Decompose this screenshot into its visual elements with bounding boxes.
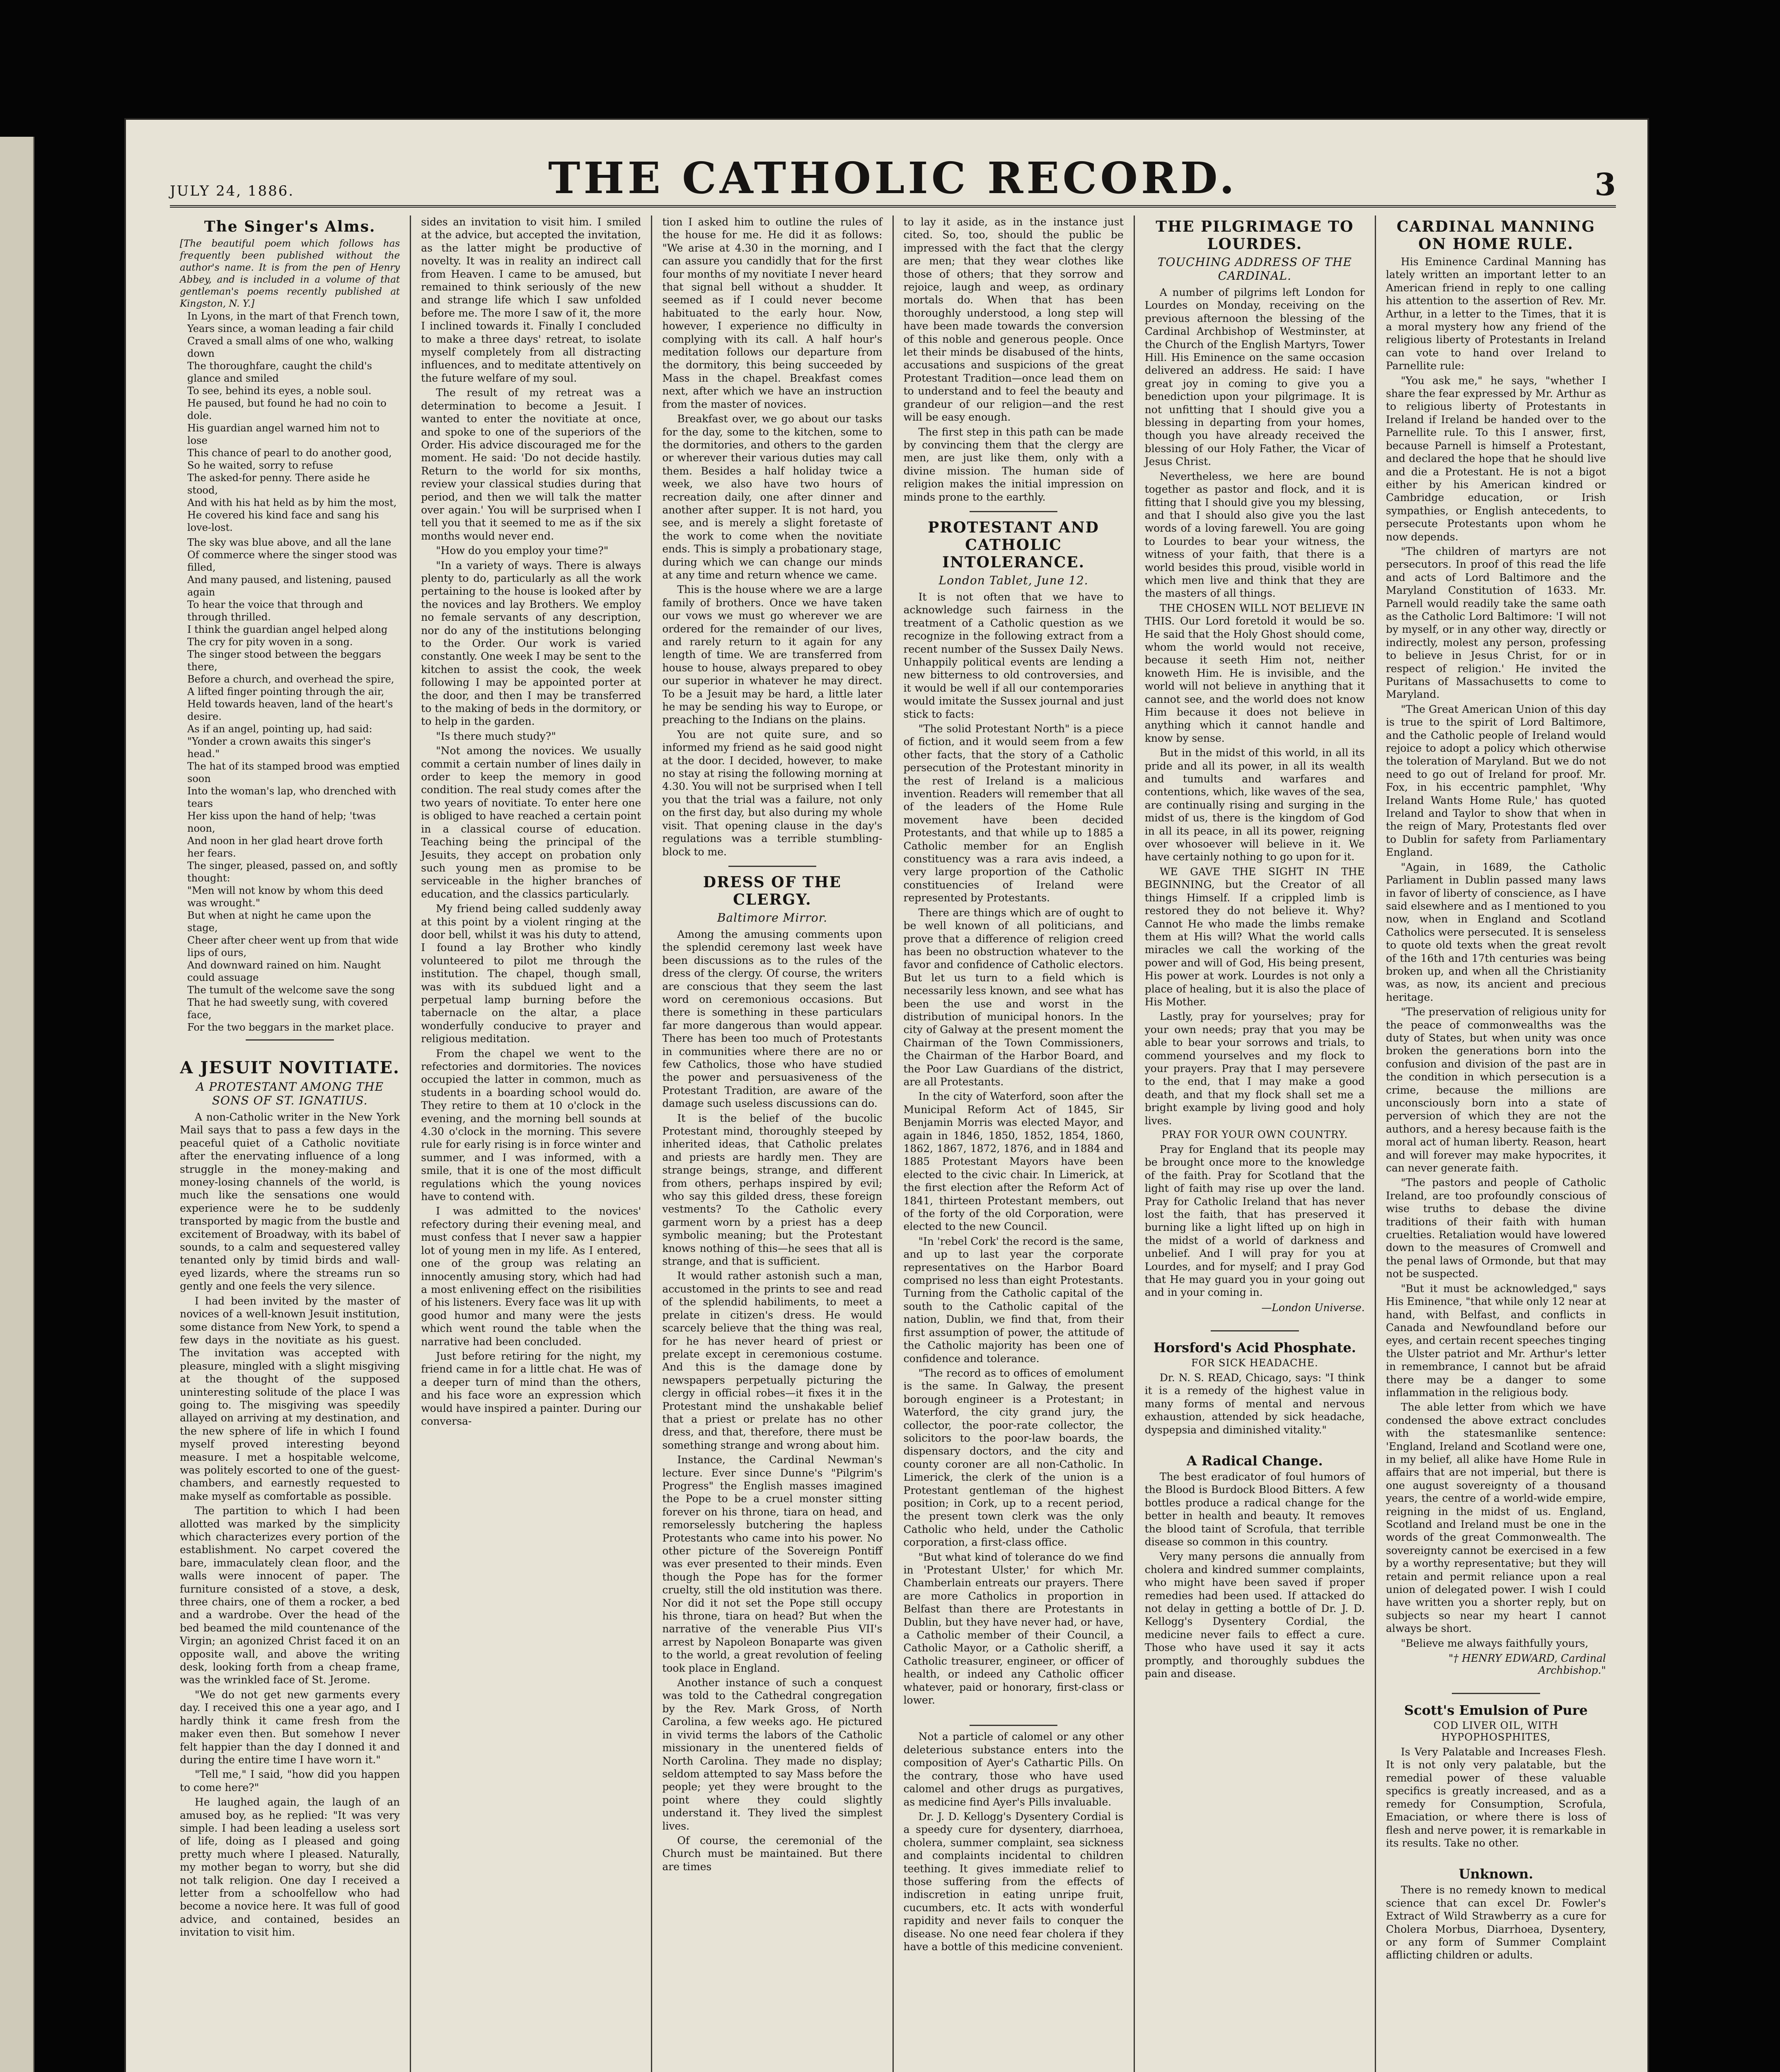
poem-line: To see, behind its eyes, a noble soul. <box>187 385 372 397</box>
poem-line: The sky was blue above, and all the lane <box>187 537 392 548</box>
poem-line: Held towards heaven, land of the heart's desire. <box>187 698 393 722</box>
paragraph: It is not often that we have to acknowledge such fairness in the treatment of a Catholic question as we recognize in the following extract from a recent number of the Sussex Daily News. Unhappily political events are lending a new bitterness to old controversies, and it would be well if all our contemporaries would imitate the Sussex journal and just stick to facts: <box>903 591 1124 720</box>
issue-date: JULY 24, 1886. <box>170 183 295 199</box>
columns <box>170 215 1616 2072</box>
article-title: The Singer's Alms. <box>204 218 376 235</box>
paragraph: His Eminence Cardinal Manning has lately written an important letter to an American friend in reply to one calling his attention to the assertion of Rev. Mr. Arthur, in a letter to the Times, that it is a moral mystery how any friend of the religious liberty of Protestants in Ireland can vote to hand over Ireland to Parnellite rule: <box>1386 256 1606 372</box>
paragraph: But in the midst of this world, in all its pride and all its power, in all its wealth and tumults and warfares and contentions, which, like waves of the sea, are continually rising and surging in the midst of us, there is the kingdom of God in all its peace, in all its power, reigning over whosoever will believe in it. We have certainly nothing to go upon for it. <box>1144 747 1365 863</box>
poem-line: Craved a small alms of one who, walking down <box>187 335 394 359</box>
paragraph: Another instance of such a conquest was told to the Cathedral congregation by the Rev. Mark Gross, of North Carolina, a few weeks ago. He pictured in vivid terms the labors of the Catholic missionary in the unentered fields of North Carolina. They made no display; seldom attempted to say Mass before the people; yet they were brought to the point where they could slightly understand it. They lived the simplest lives. <box>662 1677 883 1832</box>
paragraph: "But what kind of tolerance do we find in 'Protestant Ulster,' for which Mr. Chamberlain entreats our prayers. There are more Catholics in proportion in Belfast than there are Protestants in Dublin, but they have never had, or have, a Catholic member of their Council, a Catholic Mayor, or a Catholic sheriff, a Catholic treasurer, engineer, or officer of health, or indeed any Catholic officer whatever, paid or honorary, first-class or lower. <box>903 1551 1124 1706</box>
poem-line: A lifted finger pointing through the air, <box>187 686 385 697</box>
paragraph: "The preservation of religious unity for the peace of commonwealths was the duty of States, but when unity was once broken the generations born into the confusion and division of the past are in the condition in which persecution is a crime, because the millions are unconsciously born into a state of perversion of which they are not the authors, and a heresy because faith is the moral act of human liberty. Reason, heart and will forever may make hypocrites, it can never generate faith. <box>1386 1006 1606 1174</box>
paragraph: "Is there much study?" <box>436 730 556 742</box>
advertisement-kellogg-cordial: Dr. J. D. Kellogg's Dysentery Cordial is a speedy cure for dysentery, diarrhoea, cholera, summer complaint, sea sickness and complaints incidental to children teething. It gives immediate relief to those suffering from the effects of indiscretion in eating unripe fruit, cucumbers, etc. It acts with wonderful rapidity and never fails to conquer the disease. No one need fear cholera if they have a bottle of this medicine convenient. <box>903 1810 1124 1953</box>
paragraph: This is the house where we are a large family of brothers. Once we have taken our vows we must go wherever we are ordered for the remainder of our lives, and rarely return to it again for any length of time. We are transferred from house to house, always prepared to obey our superior in whatever he may direct. To be a Jesuit may be hard, a little later he may be sending his way to Europe, or preaching to the Indians on the plains. <box>662 583 883 726</box>
poem-line: The singer, pleased, passed on, and softly thought: <box>187 860 398 884</box>
poem-line: The asked-for penny. There aside he stood, <box>187 472 370 496</box>
poem-line: And with his hat held as by him the most, <box>187 497 397 508</box>
paragraph: There are things which are of ought to be well known of all politicians, and prove that a difference of religion creed has been no obstruction whatever to the favor and confidence of Catholic electors. But let us turn to a field which is necessarily less known, and see what has been the use and worst in the distribution of municipal honors. In the city of Galway at the present moment the Chairman of the Town Commissioners, the Chairman of the Harbor Board, and the Poor Law Guardians of the district, are all Protestants. <box>903 906 1124 1088</box>
advertisement-ayers-pills: Not a particle of calomel or any other deleterious substance enters into the composition of Ayer's Cathartic Pills. On the contrary, those who have used calomel and other drugs as purgatives, as medicine find Ayer's Pills invaluable. <box>903 1731 1124 1808</box>
ad-text: Dr. N. S. READ, Chicago, says: "I think it is a remedy of the highest value in many forms of mental and nervous exhaustion, attended by sick headache, dyspepsia and diminished vitality." <box>1144 1371 1365 1436</box>
article-title: PROTESTANT AND CATHOLIC INTOLERANCE. <box>928 518 1099 571</box>
poem-note: [The beautiful poem which follows has frequently been published without the author's name. It is from the pen of Henry Abbey, and is included in a volume of that gentleman's poems recently published at Kingston, N. Y.] <box>180 238 400 309</box>
poem-stanza-2 <box>180 536 400 1034</box>
source-credit: —London Universe. <box>1261 1301 1365 1314</box>
paragraph: "The record as to offices of emolument is the same. In Galway, the present borough engineer is a Protestant; in Waterford, the city grand jury, the collector, the poor-rate collector, the solicitors to the poor-law boards, the dispensary doctors, and the city and county coroner are all non-Catholic. In Limerick, the clerk of the union is a Protestant gentleman of the highest position; in Cork, up to a recent period, the present town clerk was the only Catholic who held, under the Catholic corporation, a first-class office. <box>903 1367 1124 1549</box>
divider <box>970 511 1057 512</box>
poem-line: So he waited, sorry to refuse <box>187 460 333 471</box>
paragraph: "Believe me always faithfully yours, <box>1400 1637 1589 1649</box>
poem-line: He paused, but found he had no coin to dole. <box>187 397 387 421</box>
paragraph: WE GAVE THE SIGHT IN THE BEGINNING, but the Creator of all things Himself. If a crippled limb is restored they do not believe it. Why? Cannot He who made the limbs remake them at His will? What the world calls miracles we call the working of the power and will of God, His being present, His power at work. Lourdes is not only a place of healing, but it is also the place of His Mother. <box>1144 865 1365 1008</box>
poem-line: The cry for pity woven in a song. <box>187 636 353 648</box>
article-title: THE PILGRIMAGE TO LOURDES. <box>1156 218 1354 253</box>
column-2 <box>411 215 652 2072</box>
paragraph: It would rather astonish such a man, accustomed in the prints to see and read of the splendid habiliments, to meet a prelate in citizen's dress. He would scarcely believe that the thing was real, for he has never heard of priest or prelate except in ceremonious costume. And this is the damage done by newspapers perpetually picturing the clergy in official robes—it fixes it in the Protestant mind the unshakable belief that a priest or prelate has no other dress, and that, therefore, there must be something strange and wrong about him. <box>662 1270 883 1451</box>
page-number: 3 <box>1594 167 1616 203</box>
paragraph: I was admitted to the novices' refectory during their evening meal, and must confess that I never saw a happier lot of young men in my life. As I entered, one of the group was relating an innocently amusing story, which had had a most enlivening effect on the risibilities of his listeners. Every face was lit up with good humor and many were the jests which went round the table when the narrative had been concluded. <box>421 1205 641 1348</box>
paragraph: "We do not get new garments every day. I received this one a year ago, and I hardly think it came fresh from the maker even then. But somehow I never felt happier than the day I donned it and during the entire time I have worn it." <box>180 1688 400 1766</box>
paragraph: THE CHOSEN WILL NOT BELIEVE IN THIS. Our Lord foretold it would be so. He said that the Holy Ghost should come, whom the world would not receive, because it seeth Him not, neither knoweth Him. He is invisible, and the world will not believe in anything that it cannot see, and the world does not know Him because it does not believe in anything which it cannot handle and know by sense. <box>1144 602 1365 744</box>
paragraph: Of course, the ceremonial of the Church must be maintained. But there are times <box>662 1834 883 1873</box>
poem-stanza-1 <box>180 310 400 534</box>
paragraph: "In 'rebel Cork' the record is the same, and up to last year the corporate representatives on the Harbor Board comprised no less than eight Protestants. Turning from the Catholic capital of the south to the Catholic capital of the nation, Dublin, we find that, from their first assumption of power, the attitude of the Catholic majority has been one of confidence and tolerance. <box>903 1235 1124 1365</box>
poem-line: Of commerce where the singer stood was filled, <box>187 549 397 573</box>
newspaper-page <box>124 118 1649 2072</box>
paragraph: You are not quite sure, and so informed my friend as he said good night at the door. I decided, however, to make no stay at rising the following morning at 4.30. You will not be surprised when I tell you that the trial was a failure, not only on the first day, but also during my whole visit. That opening clause in the day's regulations was a terrible stumbling-block to me. <box>662 728 883 858</box>
paragraph: Among the amusing comments upon the splendid ceremony last week have been discussions as to the rules of the dress of the clergy. Of course, the writers are conscious that they seem the last word on ceremonious occasions. But there is something in these particulars far more dangerous than would appear. There has been too much of Protestants in communities where there are no or few Catholics, those who have studied the power and persuasiveness of the Protestant Tradition, are aware of the damage such useless discussions can do. <box>662 928 883 1110</box>
poem-line: But when at night he came upon the stage, <box>187 910 371 934</box>
paragraph: I had been invited by the master of novices of a well-known Jesuit institution, some distance from New York, to spend a few days in the novitiate as his guest. The invitation was accepted with pleasure, mingled with a slight misgiving at the thought of the supposed uninteresting solitude of the place I was going to. The misgiving was speedily allayed on arriving at my destination, and the new sphere of life in which I found myself proved interesting beyond measure. I met a hospitable welcome, was politely escorted to one of the guest-chambers, and earnestly requested to make myself as comfortable as possible. <box>180 1295 400 1502</box>
paragraph: Breakfast over, we go about our tasks for the day, some to the kitchen, some to the dormitories, and others to the garden or wherever their various duties may call them. Besides a half holiday twice a week, we also have two hours of recreation daily, one after dinner and another after supper. It is not hard, you see, and is merely a slight foretaste of the work to come when the novitiate ends. This is simply a probationary stage, during which we can change our minds at any time and return whence we came. <box>662 413 883 581</box>
article-singers-alms <box>180 215 400 1045</box>
column-1 <box>170 215 411 2072</box>
paragraph: My friend being called suddenly away at this point by a violent ringing at the door bell, whilst it was his duty to attend, I found a lay Brother who kindly volunteered to pilot me through the institution. The chapel, though small, was with its subdued light and a perpetual lamp burning before the tabernacle on the altar, a place wonderfully conducive to prayer and religious meditation. <box>421 903 641 1045</box>
column-3 <box>652 215 893 2072</box>
poem-line: Cheer after cheer went up from that wide lips of ours, <box>187 934 399 959</box>
column-4 <box>894 215 1135 2072</box>
article-title: A JESUIT NOVITIATE. <box>180 1058 400 1077</box>
paragraph: "Tell me," I said, "how did you happen to come here?" <box>180 1768 400 1794</box>
column-5 <box>1135 215 1376 2072</box>
paragraph: "How do you employ your time?" <box>436 545 609 557</box>
poem-line: The thoroughfare, caught the child's glance and smiled <box>187 360 372 384</box>
adjacent-page-strip <box>0 137 34 2072</box>
poem-line: To hear the voice that through and through thrilled. <box>187 599 363 623</box>
paragraph: A non-Catholic writer in the New York Mail says that to pass a few days in the peaceful quiet of a Catholic novitiate after the enervating influence of a long struggle in the money-making and money-losing channels of the world, is much like the sensations one would experience were he to be suddenly transported by magic from the bustle and excitement of Broadway, with its babel of sounds, to a calm and sequestered valley tenanted only by timid birds and wall-eyed lizards, where the streams run so gently and one feels the very silence. <box>180 1111 400 1293</box>
paragraph: The first step in this path can be made by convincing them that the clergy are men, are just like them, only with a divine mission. The human side of religion makes the initial impression on minds prone to the earthly. <box>903 426 1124 503</box>
paragraph: "In a variety of ways. There is always plenty to do, particularly as all the work pertaining to the house is looked after by the novices and lay Brothers. We employ no female servants of any description, nor do any of the institutions belonging to the Order. Our work is varied constantly. One week I may be sent to the kitchen to assist the cook, the week following I may be appointed porter at the door, and then I may be transferred to the making of beds in the dormitory, or to help in the garden. <box>421 559 641 728</box>
article-source: Baltimore Mirror. <box>717 910 827 925</box>
article-jesuit-novitiate <box>180 1055 400 1941</box>
ad-text: The best eradicator of foul humors of the Blood is Burdock Blood Bitters. A few bottles produce a radical change for the better in health and beauty. It removes the blood taint of Scrofula, that terrible disease so common in this country. <box>1144 1470 1365 1548</box>
paragraph: The result of my retreat was a determination to become a Jesuit. I wanted to enter the novitiate at once, and spoke to one of the superiors of the Order. His advice discouraged me for the moment. He said: 'Do not decide hastily. Return to the world for six months, review your classical studies during that period, and then we will talk the matter over again.' You will be surprised when I tell you that it seemed to me as if the six months would never end. <box>421 387 641 542</box>
poem-line: And noon in her glad heart drove forth her fears. <box>187 835 383 859</box>
article-source: London Tablet, June 12. <box>938 573 1088 587</box>
paragraph: Instance, the Cardinal Newman's lecture. Ever since Dunne's "Pilgrim's Progress" the English masses imagined the Pope to be a cruel monster sitting forever on his throne, tiara on head, and remorselessly butchering the hapless Protestants who came into his power. No other picture of the Sovereign Pontiff was ever presented to their minds. Even though the Pope has for the former cruelty, still the old institution was there. Nor did it not set the Pope still occupy his throne, tiara on head? But when the narrative of the venerable Pius VII's arrest by Napoleon Bonaparte was given to the world, a great revolution of feeling took place in England. <box>662 1454 883 1674</box>
paragraph: From the chapel we went to the refectories and dormitories. The novices occupied the latter in common, much as students in a boarding school would do. They retire to them at 10 o'clock in the evening, and the morning bell sounds at 4.30 o'clock in the morning. This severe rule for early rising is in force winter and summer, and I was informed, with a smile, that it is one of the most difficult regulations which the young novices have to contend with. <box>421 1047 641 1203</box>
article-title: DRESS OF THE CLERGY. <box>703 873 842 908</box>
poem-line: The hat of its stamped brood was emptied soon <box>187 760 400 784</box>
ad-title: Horsford's Acid Phosphate. <box>1153 1339 1356 1356</box>
divider <box>1452 1693 1540 1694</box>
poem-line: In Lyons, in the mart of that French town, <box>187 310 400 322</box>
divider <box>1211 1330 1299 1331</box>
paragraph: Just before retiring for the night, my friend came in for a little chat. He was of a deeper turn of mind than the others, and his face wore an expression which would have inspired a painter. During our conversa- <box>421 1350 641 1427</box>
poem-line: "Men will not know by whom this deed was wrought." <box>187 885 384 909</box>
ad-subtitle: FOR SICK HEADACHE. <box>1191 1357 1318 1369</box>
paragraph: The able letter from which we have condensed the above extract concludes with the statesmanlike sentence: 'England, Ireland and Scotland were one, in my belief, all alike have Home Rule in affairs that are not imperial, but there is one august sovereignty of a thousand years, the centre of a world-wide empire, reigning in the midst of us. England, Scotland and Ireland must be one in the words of the great Commonwealth. The sovereignty cannot be exercised in a few by a worthy representative; but they will retain and permit reliance upon a real union of delegated power. I wish I could have written you a shorter reply, but on subjects so near my heart I cannot always be short. <box>1386 1401 1606 1635</box>
poem-line: As if an angel, pointing up, had said: <box>187 723 372 735</box>
article-subtitle: TOUCHING ADDRESS OF THE CARDINAL. <box>1157 255 1352 283</box>
column-6 <box>1376 215 1616 2072</box>
poem-line: And downward rained on him. Naught could assuage <box>187 959 381 983</box>
advertisement-radical-change <box>1145 1449 1365 1682</box>
poem-line: He covered his kind face and sang his love-lost. <box>187 509 379 533</box>
poem-line: Her kiss upon the hand of help; 'twas noon, <box>187 810 376 834</box>
ad-title: Scott's Emulsion of Pure <box>1404 1702 1588 1719</box>
ad-text: Is Very Palatable and Increases Flesh. It is not only very palatable, but the remedial power of these valuable specifics is greatly increased, and as a remedy for Consumption, Scrofula, Emaciation, or where there is loss of flesh and nerve power, it is remarkable in its results. Take no other. <box>1386 1746 1606 1849</box>
newspaper-title: THE CATHOLIC RECORD. <box>548 152 1238 203</box>
poem-line: Before a church, and overhead the spire, <box>187 673 394 685</box>
paragraph: "The pastors and people of Catholic Ireland, are too profoundly conscious of wise truths to debase the divine traditions of their faith with human cruelties. Retaliation would have lowered down to the measures of Cromwell and the penal laws of Ormonde, but that may not be suspected. <box>1386 1176 1606 1280</box>
paragraph: Lastly, pray for yourselves; pray for your own needs; pray that you may be able to bear your sorrows and trials, to commend yourselves and my flock to your prayers. Pray that I may persevere to the end, that I may make a good death, and that my flock shall set me a bright example by living good and holy lives. <box>1144 1010 1365 1127</box>
poem-line: The singer stood between the beggars there, <box>187 649 381 673</box>
advertisement-unknown <box>1386 1862 1606 1963</box>
poem-line: For the two beggars in the market place. <box>187 1021 394 1033</box>
paragraph: "The children of martyrs are not persecutors. In proof of this read the life and acts of Lord Baltimore and the Maryland Constitution of 1633. Mr. Parnell would readily take the same oath as the Catholic Lord Baltimore: 'I will not by myself, or in any other way, directly or indirectly, molest any person, professing to believe in Jesus Christ, for or in respect of religion.' He invited the Puritans of Massachusetts to come to Maryland. <box>1386 545 1606 701</box>
paragraph: sides an invitation to visit him. I smiled at the advice, but accepted the invitation, as the latter might be productive of novelty. It was in reality an indirect call from Heaven. I came to be amused, but remained to think seriously of the new and strange life which I saw unfolded before me. The more I saw of it, the more I inclined towards it. Finally I concluded to make a three days' retreat, to isolate myself completely from all distracting influences, and to meditate attentively on the future welfare of my soul. <box>421 216 641 384</box>
ad-title: A Radical Change. <box>1186 1452 1323 1469</box>
paragraph: The partition to which I had been allotted was marked by the simplicity which characterizes every portion of the establishment. No carpet covered the bare, immaculately clean floor, and the walls were innocent of paper. The furniture consisted of a stove, a desk, three chairs, one of them a rocker, a bed and a wardrobe. Over the head of the bed beamed the mild countenance of the Virgin; an agonized Christ faced it on an opposite wall, and above the writing desk, looking forth from a cheap frame, was the wrinkled face of St. Jerome. <box>180 1505 400 1686</box>
paragraph: It is the belief of the bucolic Protestant mind, thoroughly steeped by inherited ideas, that Catholic prelates and priests are hardly men. They are strange beings, strange, and different from others, perhaps inspired by evil; who say this gilded dress, these foreign vestments? To the Catholic every garment worn by a priest has a deep symbolic meaning; but the Protestant knows nothing of this—he sees that all is strange, and that is sufficient. <box>662 1112 883 1268</box>
ad-text: Very many persons die annually from cholera and kindred summer complaints, who might have been saved if proper remedies had been used. If attacked do not delay in getting a bottle of Dr. J. D. Kellogg's Dysentery Cordial, the medicine never fails to effect a cure. Those who have used it say it acts promptly, and thoroughly subdues the pain and disease. <box>1144 1550 1365 1680</box>
masthead <box>170 143 1616 208</box>
poem-line: Years since, a woman leading a fair child <box>187 323 394 334</box>
paragraph: Nevertheless, we here are bound together as pastor and flock, and it is fitting that I should give you my blessing, and that I should also give you the last words of a loving farewell. You are going to Lourdes to bear your witness, the witness of your faith, that there is a world besides this proud, visible world in which men live and think that they are the masters of all things. <box>1144 470 1365 600</box>
paragraph: Pray for England that its people may be brought once more to the knowledge of the faith. Pray for Scotland that the light of faith may rise up over the land. Pray for Catholic Ireland that has never lost the faith, that has preserved it burning like a light lifted up on high in the midst of a world of darkness and unbelief. And I will pray for you at Lourdes, and for myself; and I pray God that He may guard you in your going out and in your coming in. <box>1144 1143 1365 1299</box>
divider <box>728 866 816 867</box>
ad-subtitle: COD LIVER OIL, WITH HYPOPHOSPHITES, <box>1433 1720 1559 1743</box>
divider <box>246 1039 334 1041</box>
article-title: CARDINAL MANNING ON HOME RULE. <box>1396 218 1596 253</box>
paragraph: "Again, in 1689, the Catholic Parliament in Dublin passed many laws in favor of liberty of conscience, as I have said elsewhere and as I mentioned to you now, when in England and Scotland Catholics were persecuted. It is senseless to quote old texts when the great revolt of the 16th and 17th centuries was being broken up, and when all the Christianity was, as now, its ancient and precious heritage. <box>1386 861 1606 1003</box>
paragraph: tion I asked him to outline the rules of the house for me. He did it as follows: "We arise at 4.30 in the morning, and I can assure you candidly that for the first four months of my novitiate I never heard that signal bell without a shudder. It seemed as if I could never become habituated to the early hour. Now, however, I experience no difficulty in complying with its call. A half hour's meditation follows our departure from the dormitory, this being succeeded by Mass in the chapel. Breakfast comes next, after which we have an instruction from the master of novices. <box>662 216 883 410</box>
poem-line: "Yonder a crown awaits this singer's head." <box>187 736 371 760</box>
poem-line: Into the woman's lap, who drenched with tears <box>187 785 397 809</box>
article-manning-home-rule <box>1386 215 1606 1676</box>
divider <box>970 1725 1057 1726</box>
paragraph: "Not among the novices. We usually commit a certain number of lines daily in order to keep the memory in good condition. The real study comes after the two years of novitiate. To enter here one is obliged to have reached a certain point in a classical course of education. Teaching being the principal of the Jesuits, they accept on probation only such young men as promise to be serviceable in the higher branches of education, and the classics particularly. <box>421 745 641 900</box>
paragraph: "You ask me," he says, "whether I share the fear expressed by Mr. Arthur as to religious liberty of Protestants in Ireland if Ireland be handed over to the Parnellite rule. To this I answer, first, because Parnell is himself a Protestant, and declared the hope that he should live and die a Protestant. He is not a bigot either by his American kindred or Cambridge education, or Irish sympathies, or English antecedents, to persecute Protestants upon whom he now depends. <box>1386 374 1606 543</box>
poem-line: I think the guardian angel helped along <box>187 624 388 635</box>
paragraph: "The solid Protestant North" is a piece of fiction, and it would seem from a few other facts, that the story of a Catholic persecution of the Protestant minority in the rest of Ireland is a malicious invention. Readers will remember that all of the leaders of the Home Rule movement have been decided Protestants, and that while up to 1885 a Catholic member for an English constituency was a rara avis indeed, a very large proportion of the Catholic constituencies of Ireland were represented by Protestants. <box>903 723 1124 904</box>
paragraph: "But it must be acknowledged," says His Eminence, "that while only 12 near at hand, with Belfast, and conflicts in Canada and Newfoundland before our eyes, and certain recent speeches tinging the Ulster patriot and Mr. Arthur's letter in remembrance, I cannot but be afraid there may be a danger to some inflammation in the religious body. <box>1386 1282 1606 1399</box>
article-pilgrimage-lourdes <box>1145 215 1365 1314</box>
paragraph: "The Great American Union of this day is true to the spirit of Lord Baltimore, and the Catholic people of Ireland would rejoice to adopt a policy which otherwise the toleration of Maryland. But we do not need to go out of Ireland for proof. Mr. Fox, in his eccentric pamphlet, 'Why Ireland Wants Home Rule,' has quoted Ireland and Taylor to show that when in the reign of Mary, Protestants fled over to Dublin for safety from Parliamentary England. <box>1386 703 1606 859</box>
paragraph: He laughed again, the laugh of an amused boy, as he replied: "It was very simple. I had been leading a useless sort of life, doing as I pleased and going pretty much where I pleased. Naturally, my mother began to worry, but she did not talk religion. One day I received a letter from a schoolfellow who had become a novice here. It was full of good advice, and contained, besides an invitation to visit him. <box>180 1796 400 1939</box>
section-subhead: PRAY FOR YOUR OWN COUNTRY. <box>1161 1129 1348 1140</box>
poem-line: The tumult of the welcome save the song <box>187 984 395 996</box>
poem-line: This chance of pearl to do another good, <box>187 447 392 459</box>
paragraph: A number of pilgrims left London for Lourdes on Monday, receiving on the previous afternoon the blessing of the Cardinal Archbishop of Westminster, at the Church of the English Martyrs, Tower Hill. His Eminence on the same occasion delivered an address. He said: I have great joy in coming to give you a benediction upon your pilgrimage. It is not unfitting that I should give you a blessing in departing from your homes, though you have already received the blessing of our Holy Father, the Vicar of Jesus Christ. <box>1144 286 1365 468</box>
poem-line: And many paused, and listening, paused again <box>187 574 392 598</box>
paragraph: In the city of Waterford, soon after the Municipal Reform Act of 1845, Sir Benjamin Morris was elected Mayor, and again in 1846, 1850, 1852, 1854, 1860, 1862, 1867, 1872, 1876, and in 1884 and 1885 Protestant Mayors have been elected to the civic chair. In Limerick, at the first election after the Reform Act of 1841, thirteen Protestant members, out of the forty of the old Corporation, were elected to the new Council. <box>903 1090 1124 1233</box>
poem-line: That he had sweetly sung, with covered face, <box>187 997 388 1021</box>
article-subtitle: A PROTESTANT AMONG THE SONS OF ST. IGNATIUS. <box>196 1080 384 1107</box>
article-intolerance <box>904 516 1124 1709</box>
paragraph: to lay it aside, as in the instance just cited. So, too, should the public be impressed with the fact that the clergy are men; that they wear clothes like those of others; that they sorrow and rejoice, laugh and weep, as ordinary mortals do. When that has been thoroughly understood, a long step will have been made towards the conversion of this noble and generous people. Once let their minds be disabused of the hints, accusations and suspicions of the great Protestant Tradition—once lead them on to understand and to feel the beauty and grandeur of our religion—and the rest will be easy enough. <box>903 216 1124 424</box>
ad-text: There is no remedy known to medical science that can excel Dr. Fowler's Extract of Wild Strawberry as a cure for Cholera Morbus, Diarrhoea, Dysentery, or any form of Summer Complaint afflicting children or adults. <box>1386 1884 1606 1961</box>
article-dress-of-clergy <box>662 871 882 1875</box>
poem-line: His guardian angel warned him not to lose <box>187 422 380 446</box>
advertisement-horsford <box>1145 1336 1365 1438</box>
signature: "† HENRY EDWARD, Cardinal Archbishop." <box>1449 1652 1606 1677</box>
ad-title: Unknown. <box>1458 1866 1533 1882</box>
advertisement-scotts-emulsion <box>1386 1698 1606 1851</box>
